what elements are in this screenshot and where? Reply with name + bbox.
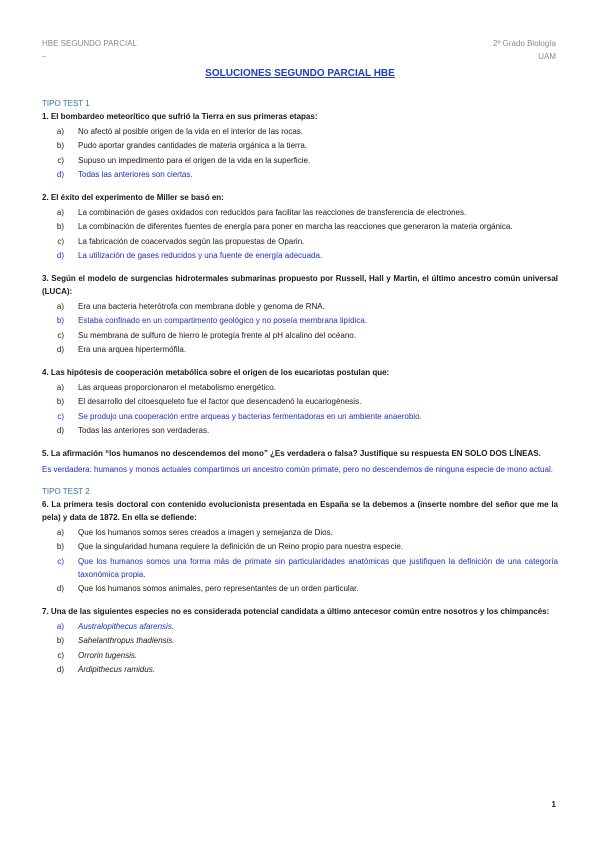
option-text: Sahelanthropus thadiensis. [78, 636, 175, 645]
option-a [42, 381, 558, 394]
question-text: 6. La primera tesis doctoral con contenido evolucionista presentada en España se la debemos a (inserte nombre del señor que me la pela) y data de 1872. En ella se defiende: [42, 500, 558, 522]
option-letter: c) [57, 650, 64, 660]
option-letter: b) [56, 542, 64, 551]
option-d-correct [42, 168, 558, 181]
option-letter: d) [56, 584, 64, 593]
option-letter: d) [56, 170, 64, 179]
option-text: Que la singularidad humana requiere la definición de un Reino propio para nuestra especie. [78, 542, 404, 551]
header-degree: 2º Grado Biología [493, 39, 556, 48]
option-letter: a) [56, 382, 64, 392]
option-text: Era una bacteria heterótrofa con membrana doble y genoma de RNA. [78, 301, 325, 311]
option-letter: c) [57, 155, 64, 165]
question-5 [42, 447, 558, 476]
option-c [42, 329, 558, 342]
option-text: Pudo aportar grandes cantidades de materia orgánica a la tierra. [78, 141, 308, 150]
option-text: Se produjo una cooperación entre arqueas y bacterias fermentadoras en un ambiente anaerobio. [78, 411, 422, 421]
option-d [42, 343, 558, 356]
option-a [42, 206, 558, 219]
option-text: La fabricación de coacervados según las propuestas de Oparin. [78, 236, 305, 246]
section-label-test2: TIPO TEST 2 [42, 487, 90, 496]
option-text: Era una arquea hipertermófila. [78, 345, 187, 354]
header-right [493, 37, 556, 63]
option-a [42, 300, 558, 313]
option-letter: a) [56, 126, 64, 136]
option-c [42, 649, 558, 662]
option-text: No afectó al posible origen de la vida en el interior de las rocas. [78, 126, 304, 136]
option-d [42, 424, 558, 437]
question-1 [42, 110, 558, 181]
question-text: 2. El éxito del experimento de Miller se basó en: [42, 193, 224, 202]
header-left [42, 37, 137, 63]
option-text: Todas las anteriores son verdaderas. [78, 426, 210, 435]
option-letter: c) [57, 556, 64, 566]
option-text: La combinación de diferentes fuentes de energía para poner en marcha las reacciones que generaron la materia orgánica. [78, 222, 513, 231]
question-text: 1. El bombardeo meteorítico que sufrió la Tierra en sus primeras etapas: [42, 112, 318, 121]
option-letter: a) [56, 301, 64, 311]
option-text: El desarrollo del citoesqueleto fue el factor que desencadenó la eucariogénesis. [78, 397, 362, 406]
option-text: La utilización de gases reducidos y una fuente de energía adecuada. [78, 251, 323, 260]
header-university: UAM [538, 52, 556, 61]
option-letter: a) [56, 621, 64, 631]
question-7 [42, 605, 558, 676]
question-text: 4. Las hipótesis de cooperación metabólica sobre el origen de los eucariotas postulan que: [42, 368, 390, 377]
option-b [42, 540, 558, 553]
question-3 [42, 272, 558, 356]
question-text: 5. La afirmación “los humanos no descendemos del mono” ¿Es verdadera o falsa? Justifique su respuesta EN SOLO DOS LÍNEAS. [42, 449, 541, 458]
option-text: Orrorin tugensis. [78, 650, 138, 660]
option-text: Supuso un impedimento para el origen de la vida en la superficie. [78, 155, 311, 165]
option-d [42, 582, 558, 595]
document-body [42, 96, 558, 686]
question-4 [42, 366, 558, 437]
option-letter: d) [56, 251, 64, 260]
option-text: La combinación de gases oxidados con reducidos para facilitar las reacciones de transferencia de electrones. [78, 207, 467, 217]
option-letter: b) [56, 222, 64, 231]
option-c-correct [42, 410, 558, 423]
option-letter: c) [57, 236, 64, 246]
question-6 [42, 498, 558, 595]
option-d [42, 663, 558, 676]
option-letter: a) [56, 527, 64, 537]
option-letter: b) [56, 397, 64, 406]
option-letter: b) [56, 141, 64, 150]
option-letter: d) [56, 426, 64, 435]
option-b-correct [42, 314, 558, 327]
open-answer: Es verdadera: humanos y monos actuales compartimos un ancestro común primate, pero no descendemos de ninguna especie de mono actual. [42, 465, 553, 474]
option-c [42, 154, 558, 167]
option-a [42, 526, 558, 539]
question-2 [42, 191, 558, 262]
option-c-correct [42, 555, 558, 581]
option-letter: b) [56, 636, 64, 645]
option-text: Ardipithecus ramidus. [78, 665, 155, 674]
option-letter: d) [56, 345, 64, 354]
option-letter: d) [56, 665, 64, 674]
option-c [42, 235, 558, 248]
option-letter: a) [56, 207, 64, 217]
option-b [42, 220, 558, 233]
section-label-test1: TIPO TEST 1 [42, 99, 90, 108]
option-text: Estaba confinado en un compartimento geológico y no poseía membrana lipídica. [78, 316, 368, 325]
option-b [42, 139, 558, 152]
option-a-correct [42, 620, 558, 633]
page-number: 1 [551, 800, 556, 809]
option-b [42, 395, 558, 408]
option-letter: c) [57, 330, 64, 340]
document-title: SOLUCIONES SEGUNDO PARCIAL HBE [205, 68, 395, 79]
option-text: Australopithecus afarensis. [78, 621, 175, 631]
option-d-correct [42, 249, 558, 262]
header-course: HBE SEGUNDO PARCIAL [42, 39, 137, 48]
option-text: Que los humanos somos una forma más de primate sin particularidades anatómicas que justifiquen la definición de una categoría taxonómica propia. [78, 556, 558, 579]
option-text: Que los humanos somos seres creados a imagen y semejanza de Dios. [78, 527, 333, 537]
option-text: Todas las anteriores son ciertas. [78, 170, 193, 179]
question-text: 3. Según el modelo de surgencias hidrotermales submarinas propuesto por Russell, Hall y Martin, el último ancestro común universal (LUCA): [42, 274, 558, 296]
option-text: Las arqueas proporcionaron el metabolismo energético. [78, 382, 276, 392]
option-text: Su membrana de sulfuro de hierro le protegía frente al pH alcalino del océano. [78, 330, 356, 340]
header-dash: – [42, 52, 47, 61]
option-a [42, 125, 558, 138]
option-text: Que los humanos somos animales, pero representantes de un orden particular. [78, 584, 359, 593]
option-letter: b) [56, 316, 64, 325]
option-letter: c) [57, 411, 64, 421]
option-b [42, 634, 558, 647]
question-text: 7. Una de las siguientes especies no es considerada potencial candidata a último antecesor común entre nosotros y los chimpancés: [42, 607, 550, 616]
